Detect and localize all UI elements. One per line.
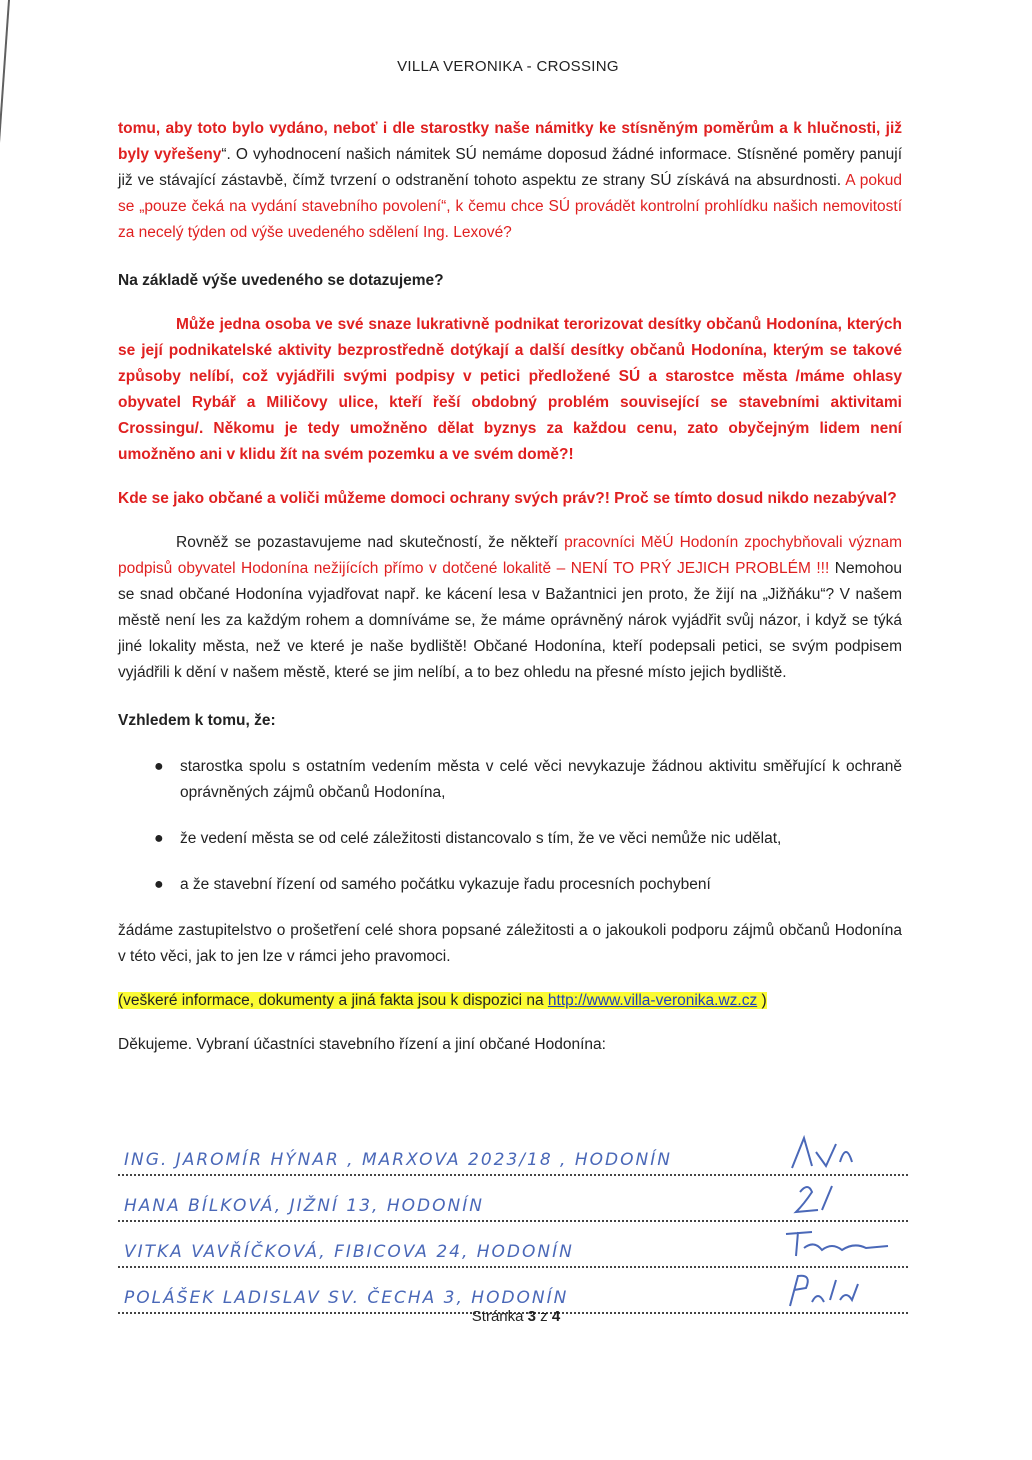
paragraph-request: žádáme zastupitelstvo o prošetření celé shora popsané záležitosti a o jakoukoli podporu zájmů občanů Hodonína v této věci, jak to jen lze v rámci jeho pravomoci. [118,922,902,965]
list-item: ● starostka spolu s ostatním vedením města v celé věci nevykazuje žádnou aktivitu směřující k ochraně oprávněných zájmů občanů Hodonína, [118,754,902,806]
signature-scribble [782,1270,892,1310]
handwritten-entry: POLÁŠEK LADISLAV SV. ČECHA 3, HODONÍN [124,1288,569,1308]
heading-question: Na základě výše uvedeného se dotazujeme? [118,272,444,289]
bullet-icon: ● [154,758,164,775]
scan-edge-shadow [0,0,10,240]
red-bold-text: tomu, aby toto bylo vydáno, neboť i dle starostky naše námitky ke stísněným poměrům a k hlučnosti, již byly vyřešeny [118,120,902,163]
bullet-icon: ● [154,876,164,893]
handwritten-entry: HANA BÍLKOVÁ, JIŽNÍ 13, HODONÍN [124,1196,484,1216]
highlighted-info: (veškeré informace, dokumenty a jiná fakta jsou k dispozici na http://www.villa-veronika.wz.cz ) [118,992,767,1009]
signature-lines [118,1130,908,1314]
paragraph-question: Může jedna osoba ve své snaze lukrativně podnikat terorizovat desítky občanů Hodonína, kterých se její podnikatelské aktivity bezprostředně dotýkají a další desítky občanů Hodonína, kterým se takové způsoby nelíbí, což vyjádřili svými podpisy v petici předložené SÚ a starostce města /máme ohlasy obyvatel Rybář a Miličovy ulice, kteří řeší obdobný problém související se stavebními aktivitami Crossingu/. Někomu je tedy umožněno dělat byznys za každou cenu, zato obyčejným lidem není umožněno ani v klidu žít na svém pozemku a ve svém domě?! [118,316,902,463]
website-link[interactable]: http://www.villa-veronika.wz.cz [547,992,758,1009]
document-body [118,116,902,1058]
thanks-line: Děkujeme. Vybraní účastníci stavebního řízení a jiní občané Hodonína: [118,1036,606,1053]
signature-scribble [782,1224,892,1264]
info-line [118,988,902,1014]
normal-text: Rovněž se pozastavujeme nad skutečností, že někteří [176,534,565,551]
bullet-list [118,754,902,898]
heading-whereas: Vzhledem k tomu, že: [118,712,276,729]
signature-scribble [782,1132,892,1172]
list-item: ● a že stavební řízení od samého počátku vykazuje řadu procesních pochybení [118,872,902,898]
handwritten-entry: ING. JAROMÍR HÝNAR , MARXOVA 2023/18 , HODONÍN [124,1150,672,1170]
normal-text: Nemohou se snad občané Hodonína vyjadřovat např. ke kácení lesa v Bažantnici jen proto, že žijí na „Jižňáku“? V našem městě není les za každým rohem a domníváme se, že máme oprávněný nárok vyjádřit svůj názor, i když se týká jiné lokality města, než ve které je naše bydliště! Občané Hodonína, kteří podepsali petici, se svým podpisem vyjádřili k dění v našem městě, které se jim nelíbí, a to bez ohledu na přesné místo jejich bydliště. [118,560,902,681]
current-page: 3 [527,1308,537,1325]
paragraph-signatures-validity [118,530,902,686]
list-item: ● že vedení města se od celé záležitosti distancovalo s tím, že ve věci nemůže nic udělat, [118,826,902,852]
paragraph-rights: Kde se jako občané a voliči můžeme domoci ochrany svých práv?! Proč se tímto dosud nikdo nezabýval? [118,490,897,507]
red-text: pracovníci MěÚ Hodonín zpochybňovali význam podpisů obyvatel Hodonína nežijících přímo v dotčené lokalitě – NENÍ TO PRÝ JEJICH PROBLÉM !!! [118,534,903,577]
page-footer: Stránka 3 z 4 [471,1308,561,1325]
paragraph-continuation [118,116,902,246]
normal-text: “. O vyhodnocení našich námitek SÚ nemáme doposud žádné informace. Stísněné poměry panují již ve stávající zástavbě, čímž tvrzení o odstranění tohoto aspektu ze strany SÚ získává na absurdnosti. [118,146,902,189]
page-header: VILLA VERONIKA - CROSSING [397,58,619,75]
signature-row [118,1176,908,1222]
red-text: A pokud se „pouze čeká na vydání stavebního povolení“, k čemu chce SÚ provádět kontrolní prohlídku našich nemovitostí za necelý týden od výše uvedeného sdělení Ing. Lexové? [118,172,902,241]
signature-scribble [782,1178,892,1218]
signature-row [118,1130,908,1176]
bullet-icon: ● [154,830,164,847]
total-pages: 4 [551,1308,561,1325]
handwritten-entry: VITKA VAVŘÍČKOVÁ, FIBICOVA 24, HODONÍN [124,1242,574,1262]
signature-row [118,1222,908,1268]
